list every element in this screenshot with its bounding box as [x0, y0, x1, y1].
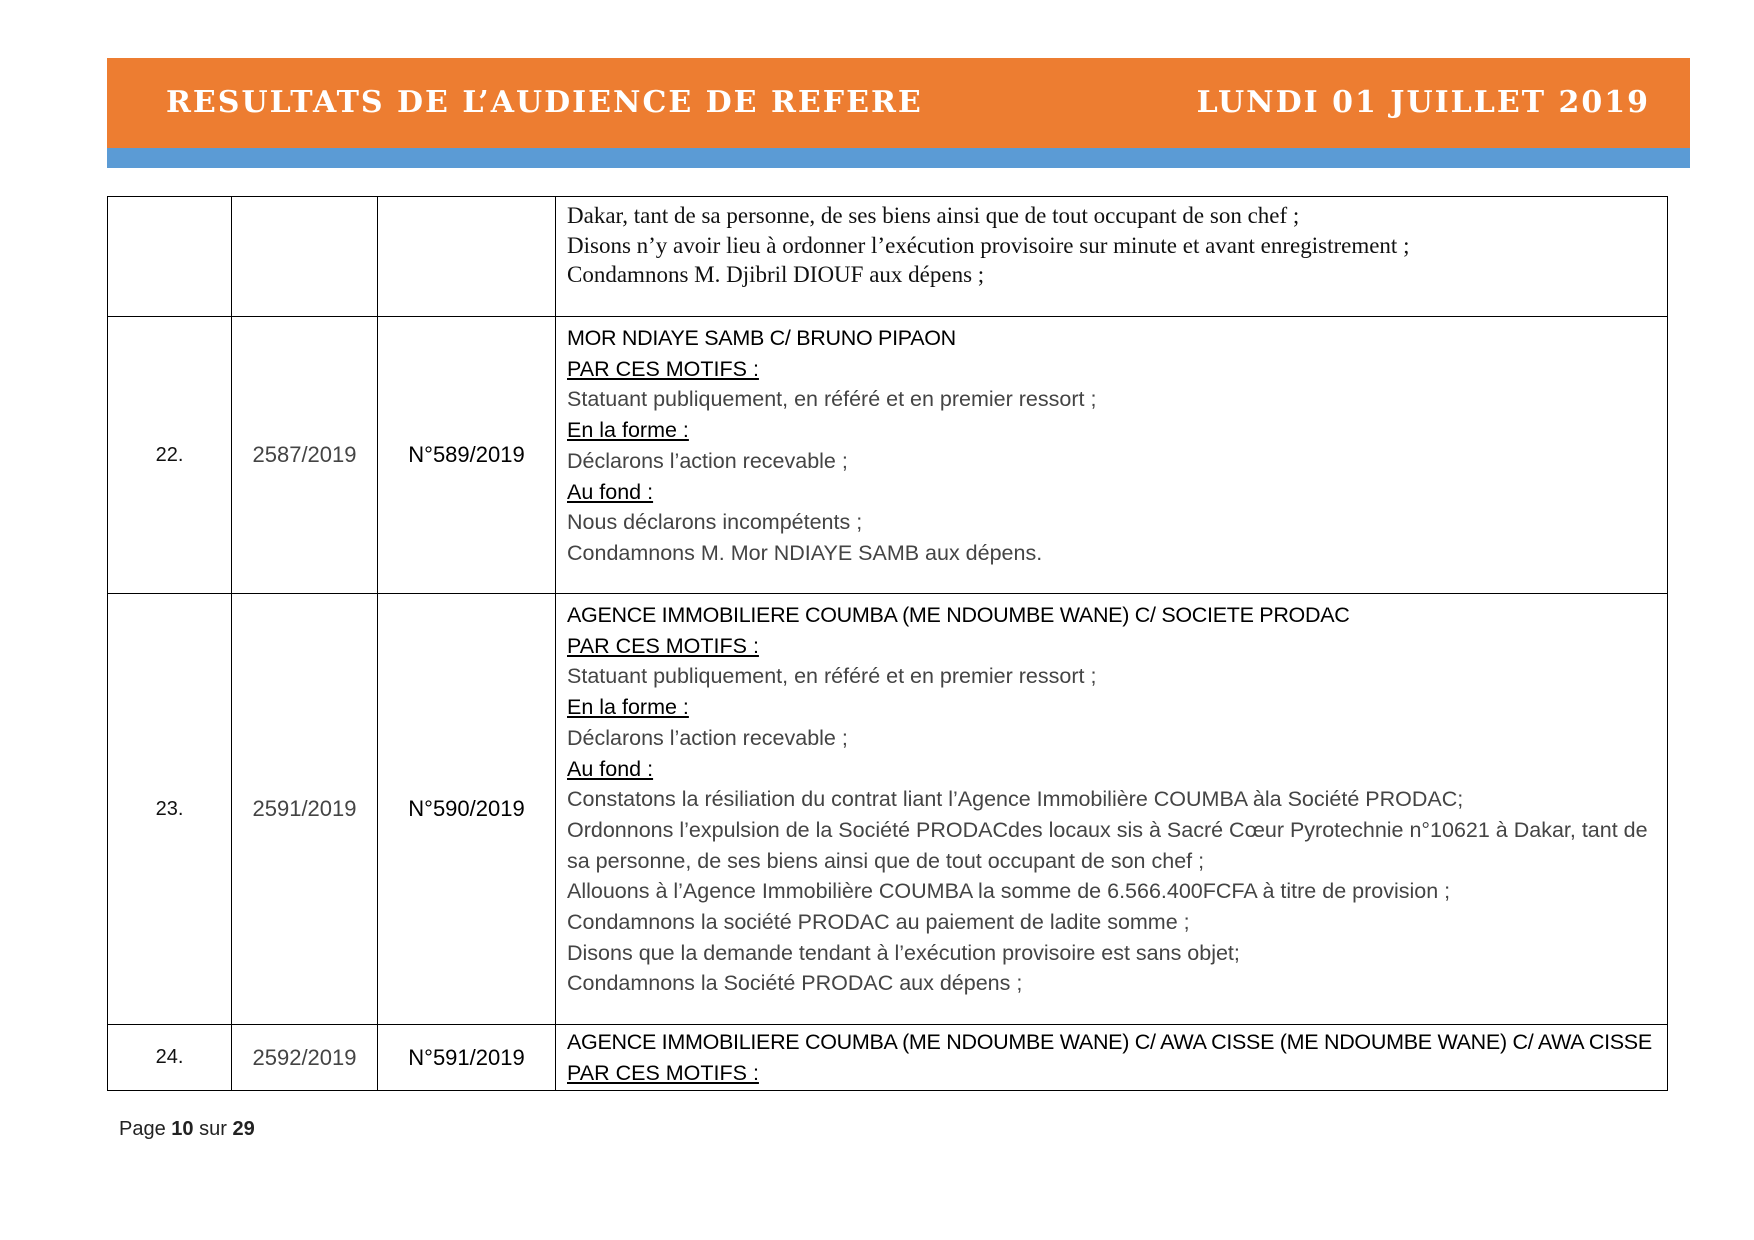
decision-line: Disons que la demande tendant à l’exécution provisoire est sans objet; [567, 940, 1240, 965]
table-row [108, 594, 1668, 1025]
cell-number: 24. [108, 1025, 232, 1091]
cell-rg: 2587/2019 [232, 317, 378, 594]
cell-number [108, 197, 232, 317]
case-parties: MOR NDIAYE SAMB C/ BRUNO PIPAON [567, 326, 956, 350]
decision-line: Statuant publiquement, en référé et en premier ressort ; [567, 387, 1097, 412]
cell-number: 22. [108, 317, 232, 594]
decision-line: Disons n’y avoir lieu à ordonner l’exécution provisoire sur minute et avant enregistrement ; [567, 232, 1410, 258]
table-row-continuation [108, 197, 1668, 317]
forme-heading: En la forme : [567, 418, 689, 443]
decision-line: Nous déclarons incompétents ; [567, 510, 863, 535]
cell-ordonnance: N°590/2019 [378, 594, 556, 1025]
decision-line: Ordonnons l’expulsion de la Société PRODACdes locaux sis à Sacré Cœur Pyrotechnie n°10621 à Dakar, tant de sa personne, de ses biens ainsi que de tout occupant de son chef ; [567, 817, 1648, 873]
cell-decision [556, 594, 1668, 1025]
cell-ordonnance: N°589/2019 [378, 317, 556, 594]
motifs-heading: PAR CES MOTIFS : [567, 1060, 759, 1085]
case-parties: AGENCE IMMOBILIERE COUMBA (ME NDOUMBE WANE) C/ SOCIETE PRODAC [567, 603, 1350, 627]
page-footer [119, 1118, 255, 1141]
decision-line: Condamnons M. Djibril DIOUF aux dépens ; [567, 262, 985, 287]
decision-line: Déclarons l’action recevable ; [567, 448, 848, 473]
cell-rg [232, 197, 378, 317]
cell-rg: 2592/2019 [232, 1025, 378, 1091]
cell-decision [556, 317, 1668, 594]
cell-ordonnance: N°591/2019 [378, 1025, 556, 1091]
cell-decision [556, 197, 1668, 317]
forme-heading: En la forme : [567, 695, 689, 720]
fond-heading: Au fond : [567, 479, 654, 504]
decision-line: Déclarons l’action recevable ; [567, 725, 848, 750]
motifs-heading: PAR CES MOTIFS : [567, 356, 759, 381]
page-title: RESULTATS DE L’AUDIENCE DE REFERE [166, 85, 923, 120]
case-parties: AGENCE IMMOBILIERE COUMBA (ME NDOUMBE WANE) C/ AWA CISSE (ME NDOUMBE WANE) C/ AWA CISSE [567, 1030, 1652, 1054]
of-label: sur [199, 1118, 227, 1140]
page-total: 29 [232, 1118, 255, 1140]
decision-line: Dakar, tant de sa personne, de ses biens ainsi que de tout occupant de son chef ; [567, 203, 1300, 228]
table-row [108, 317, 1668, 594]
page-current: 10 [171, 1118, 194, 1140]
fond-heading: Au fond : [567, 756, 654, 781]
cell-number: 23. [108, 594, 232, 1025]
decision-line: Statuant publiquement, en référé et en premier ressort ; [567, 664, 1097, 689]
decision-line: Allouons à l’Agence Immobilière COUMBA la somme de 6.566.400FCFA à titre de provision ; [567, 879, 1451, 904]
hearing-date: LUNDI 01 JUILLET 2019 [1196, 85, 1650, 120]
cell-rg: 2591/2019 [232, 594, 378, 1025]
cell-ordonnance [378, 197, 556, 317]
table-row [108, 1025, 1668, 1091]
motifs-heading: PAR CES MOTIFS : [567, 633, 759, 658]
decision-line: Condamnons la société PRODAC au paiement de ladite somme ; [567, 910, 1190, 935]
cell-decision [556, 1025, 1668, 1091]
results-table [107, 196, 1668, 1091]
decision-line: Constatons la résiliation du contrat liant l’Agence Immobilière COUMBA àla Société PRODAC; [567, 787, 1464, 812]
decision-line: Condamnons la Société PRODAC aux dépens ; [567, 971, 1023, 996]
header-stripe [107, 148, 1690, 168]
decision-line: Condamnons M. Mor NDIAYE SAMB aux dépens. [567, 540, 1043, 565]
page-label: Page [119, 1118, 166, 1140]
